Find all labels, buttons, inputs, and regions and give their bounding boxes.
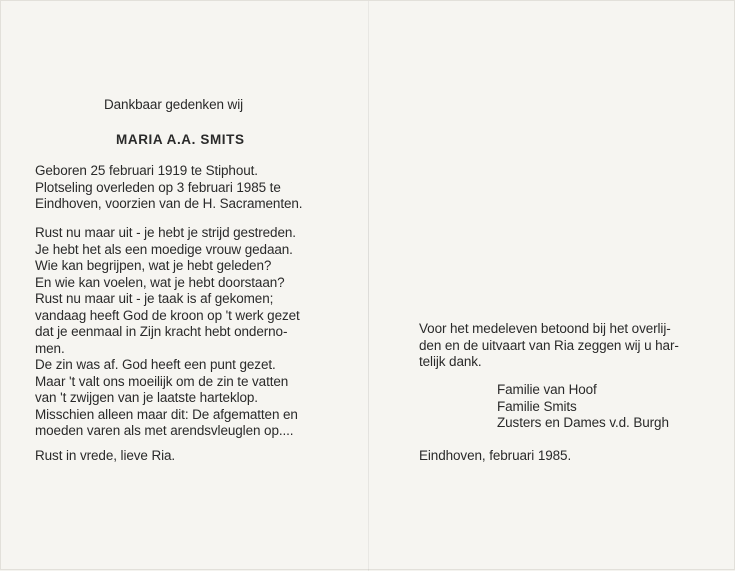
text-line: Voor het medeleven betoond bij het overlij- (419, 321, 671, 336)
poem-line: Misschien alleen maar dit: De afgematten en (35, 406, 298, 422)
poem-line: men. (35, 340, 65, 356)
text-line: Geboren 25 februari 1919 te Stiphout. (35, 163, 258, 178)
family-name: Familie van Hoof (497, 382, 597, 397)
poem-line: dat je eenmaal in Zijn kracht hebt onderno- (35, 324, 288, 339)
family-name: Familie Smits (497, 398, 577, 414)
closing-line: Rust in vrede, lieve Ria. (35, 448, 176, 463)
poem-line: Je hebt het als een moedige vrouw gedaan. (35, 241, 293, 257)
poem-line: Wie kan begrijpen, wat je hebt geleden? (35, 258, 272, 273)
deceased-name: MARIA A.A. SMITS (116, 132, 245, 147)
poem-line: van 't zwijgen van je laatste harteklop. (35, 390, 258, 405)
poem-line: Rust nu maar uit - je hebt je strijd gestreden. (35, 225, 296, 240)
poem-line: En wie kan voelen, wat je hebt doorstaan? (35, 274, 285, 290)
poem-line: vandaag heeft God de kroon op 't werk gezet (35, 307, 300, 323)
poem-line: De zin was af. God heeft een punt gezet. (35, 357, 276, 372)
card-fold (368, 1, 369, 571)
family-name: Zusters en Dames v.d. Burgh (497, 415, 669, 430)
intro-text: Dankbaar gedenken wij (104, 97, 243, 112)
text-line: Eindhoven, voorzien van de H. Sacramenten. (35, 196, 303, 211)
birth-death-details (35, 163, 302, 213)
poem (35, 225, 300, 440)
thanks-note (419, 321, 679, 371)
family-signatures (497, 382, 669, 432)
poem-line: Rust nu maar uit - je taak is af gekomen; (35, 291, 274, 306)
poem-line: moeden varen als met arendsvleuglen op.... (35, 423, 294, 438)
text-line: Plotseling overleden op 3 februari 1985 te (35, 179, 281, 195)
poem-line: Maar 't valt ons moeilijk om de zin te vatten (35, 373, 289, 389)
place-date: Eindhoven, februari 1985. (419, 448, 572, 463)
text-line: den en de uitvaart van Ria zeggen wij u har- (419, 337, 679, 353)
text-line: telijk dank. (419, 354, 482, 369)
